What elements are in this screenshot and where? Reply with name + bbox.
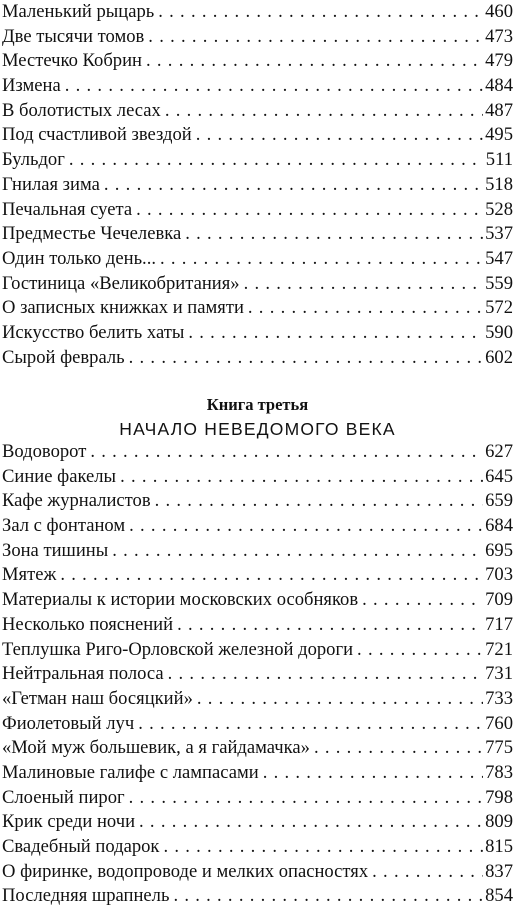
toc-entry [2,25,513,50]
entry-page-number: 511 [485,149,513,171]
entry-page-number: 473 [485,25,513,47]
entry-page-number: 528 [485,198,513,220]
entry-title: Маленький рыцарь [2,1,155,22]
entry-title: О фиринке, водопроводе и мелких опасностях [2,860,369,882]
dot-leader [372,860,483,885]
entry-title: Искусство белить хаты [2,321,185,343]
entry-title: Гостиница «Великобритания» [2,272,240,294]
entry-title: О записных книжках и памяти [2,297,244,319]
toc-entry [2,222,513,247]
dot-leader [173,884,483,909]
entry-page-number: 590 [485,321,513,343]
dot-leader [168,662,483,687]
entry-title: Слоеный пирог [2,786,125,808]
dot-leader [138,712,483,737]
toc-entry [2,662,513,687]
dot-leader [163,835,483,860]
entry-page-number: 809 [485,811,513,833]
toc-entry [2,148,513,173]
toc-section-book-three [2,440,513,909]
entry-page-number: 602 [485,346,513,368]
toc-section-one [2,0,513,370]
toc-entry [2,49,513,74]
entry-page-number: 645 [485,465,513,487]
entry-page-number: 783 [485,761,513,783]
book-title: НАЧАЛО НЕВЕДОМОГО ВЕКА [119,419,396,439]
dot-leader [146,49,483,74]
dot-leader [244,272,484,297]
toc-entry [2,563,513,588]
entry-title: Местечко Кобрин [2,50,142,72]
entry-page-number: 837 [485,860,513,882]
entry-page-number: 684 [485,515,513,537]
dot-leader [104,173,483,198]
dot-leader [90,440,483,465]
entry-page-number: 717 [485,613,513,635]
toc-entry [2,835,513,860]
toc-entry [2,638,513,663]
book-label: Книга третья [206,395,309,414]
entry-page-number: 495 [485,124,513,146]
entry-title: Материалы к истории московских особняков [2,589,359,611]
dot-leader [263,761,483,786]
entry-page-number: 547 [485,247,513,269]
entry-title: Крик среди ночи [2,811,136,833]
entry-title: Фиолетовый луч [2,712,135,734]
entry-page-number: 733 [485,687,513,709]
entry-title: В болотистых лесах [2,99,161,121]
entry-title: Несколько пояснений [2,613,174,635]
toc-entry [2,346,513,371]
entry-title: Две тысячи томов [2,25,145,47]
toc-entry [2,74,513,99]
entry-title: Водоворот [2,441,87,462]
dot-leader [196,123,483,148]
entry-title: Малиновые галифе с лампасами [2,761,259,783]
toc-entry [2,99,513,124]
entry-page-number: 572 [485,297,513,319]
entry-page-number: 760 [485,712,513,734]
entry-page-number: 721 [485,638,513,660]
toc-entry [2,712,513,737]
entry-title: Бульдог [2,149,65,171]
dot-leader [197,687,483,712]
entry-page-number: 460 [485,1,513,22]
dot-leader [120,465,483,490]
entry-title: «Гетман наш босяцкий» [2,687,193,709]
dot-leader [112,539,483,564]
entry-page-number: 703 [485,564,513,586]
dot-leader [129,514,483,539]
dot-leader [158,0,483,25]
toc-entry [2,198,513,223]
dot-leader [314,736,483,761]
toc-entry [2,539,513,564]
entry-page-number: 854 [485,885,513,907]
toc-entry [2,123,513,148]
entry-title: Один только день... [2,247,157,269]
entry-title: Синие факелы [2,465,117,487]
dot-leader [185,222,483,247]
entry-page-number: 798 [485,786,513,808]
toc-entry [2,296,513,321]
entry-title: Кафе журналистов [2,490,151,512]
toc-entry [2,173,513,198]
entry-page-number: 709 [485,589,513,611]
toc-entry [2,786,513,811]
entry-title: Зона тишины [2,539,109,561]
dot-leader [177,613,483,638]
entry-title: Свадебный подарок [2,836,160,857]
dot-leader [60,563,483,588]
entry-title: Гнилая зима [2,173,100,195]
entry-page-number: 815 [485,836,513,857]
toc-entry [2,440,513,465]
toc-entry [2,465,513,490]
dot-leader [362,588,483,613]
entry-title: Предместье Чечелевка [2,223,182,245]
toc-entry [2,687,513,712]
entry-page-number: 518 [485,173,513,195]
dot-leader [136,198,483,223]
entry-title: Последняя шрапнель [2,885,170,907]
entry-title: Под счастливой звездой [2,124,192,146]
entry-title: Нейтральная полоса [2,663,164,685]
toc-entry [2,736,513,761]
dot-leader [155,489,484,514]
entry-page-number: 659 [485,490,513,512]
dot-leader [165,99,483,124]
entry-title: Сырой февраль [2,346,125,368]
dot-leader [188,321,483,346]
entry-page-number: 695 [485,539,513,561]
entry-title: Печальная суета [2,198,133,220]
entry-title: Зал с фонтаном [2,515,126,537]
entry-title: «Мой муж большевик, а я гайдамачка» [2,737,310,759]
toc-entry [2,810,513,835]
entry-page-number: 731 [485,663,513,685]
toc-entry [2,884,513,909]
toc-entry [2,761,513,786]
entry-page-number: 479 [485,50,513,72]
dot-leader [129,346,483,371]
toc-entry [2,613,513,638]
dot-leader [357,638,483,663]
dot-leader [148,25,483,50]
dot-leader [139,810,483,835]
toc-entry [2,0,513,25]
dot-leader [160,247,483,272]
toc-entry [2,514,513,539]
entry-page-number: 559 [485,272,513,294]
toc-entry [2,321,513,346]
entry-page-number: 537 [485,223,513,245]
dot-leader [129,786,483,811]
entry-title: Измена [2,75,61,97]
toc-entry [2,588,513,613]
toc-entry [2,272,513,297]
entry-title: Теплушка Риго-Орловской железной дороги [2,638,354,660]
entry-page-number: 487 [485,99,513,121]
dot-leader [248,296,483,321]
book-three-header [0,394,515,441]
dot-leader [65,74,483,99]
entry-page-number: 484 [485,75,513,97]
entry-page-number: 775 [485,737,513,759]
dot-leader [69,148,484,173]
toc-entry [2,489,513,514]
entry-title: Мятеж [2,564,57,586]
toc-entry [2,860,513,885]
toc-entry [2,247,513,272]
entry-page-number: 627 [485,441,513,462]
